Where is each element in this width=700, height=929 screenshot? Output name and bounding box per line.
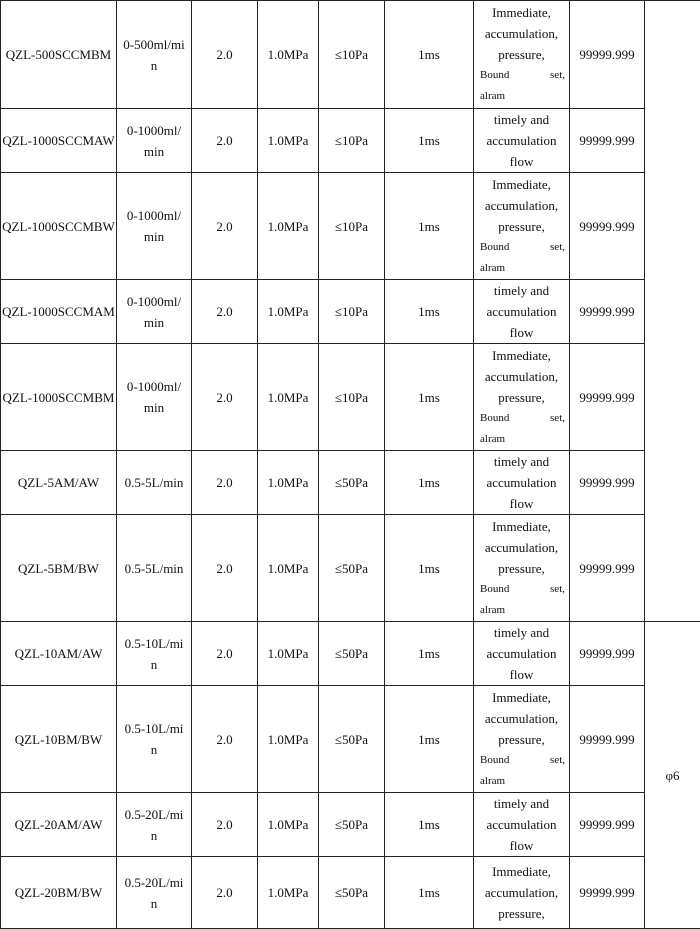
response-time-cell: 1ms <box>385 515 474 622</box>
pressure-cell: 1.0MPa <box>258 793 319 857</box>
range-cell <box>117 109 192 173</box>
response-time-cell: 1ms <box>385 793 474 857</box>
function-line: Bound set, <box>474 408 569 429</box>
total-cell: 99999.999 <box>570 173 645 280</box>
function-line: accumulation <box>474 130 569 151</box>
total-cell: 99999.999 <box>570 857 645 929</box>
range-line: n <box>117 825 191 846</box>
function-line: pressure, <box>474 729 569 750</box>
model-cell: QZL-1000SCCMBM <box>1 344 117 451</box>
pressure-cell: 1.0MPa <box>258 344 319 451</box>
pressure-cell: 1.0MPa <box>258 515 319 622</box>
model-cell: QZL-5AM/AW <box>1 451 117 515</box>
range-line: 0.5-10L/mi <box>117 633 191 654</box>
pressure-loss-cell: ≤50Pa <box>319 857 385 929</box>
range-line: 0-1000ml/ <box>117 376 191 397</box>
pressure-cell: 1.0MPa <box>258 857 319 929</box>
response-time-cell: 1ms <box>385 109 474 173</box>
function-line: pressure, <box>474 903 569 924</box>
pressure-cell: 1.0MPa <box>258 109 319 173</box>
response-time-cell: 1ms <box>385 451 474 515</box>
total-cell: 99999.999 <box>570 686 645 793</box>
pressure-loss-cell: ≤10Pa <box>319 173 385 280</box>
function-line: flow <box>474 835 569 856</box>
function-cell <box>474 515 570 622</box>
response-time-cell: 1ms <box>385 1 474 109</box>
response-time-cell: 1ms <box>385 622 474 686</box>
range-line: min <box>117 141 191 162</box>
function-cell <box>474 622 570 686</box>
pressure-cell: 1.0MPa <box>258 280 319 344</box>
total-cell: 99999.999 <box>570 1 645 109</box>
accuracy-cell: 2.0 <box>192 622 258 686</box>
function-line: timely and <box>474 109 569 130</box>
table-row <box>1 344 700 451</box>
model-cell: QZL-500SCCMBM <box>1 1 117 109</box>
function-line: accumulation, <box>474 366 569 387</box>
function-line: flow <box>474 493 569 514</box>
accuracy-cell: 2.0 <box>192 344 258 451</box>
interface-cell-blank <box>645 1 700 622</box>
range-line: 0-1000ml/ <box>117 120 191 141</box>
range-line: 0-1000ml/ <box>117 205 191 226</box>
range-line: 0.5-5L/min <box>117 558 191 579</box>
accuracy-cell: 2.0 <box>192 857 258 929</box>
table-row <box>1 515 700 622</box>
range-line: 0.5-20L/mi <box>117 872 191 893</box>
function-cell <box>474 451 570 515</box>
range-line: 0.5-20L/mi <box>117 804 191 825</box>
accuracy-cell: 2.0 <box>192 280 258 344</box>
function-line: accumulation, <box>474 882 569 903</box>
accuracy-cell: 2.0 <box>192 793 258 857</box>
model-cell: QZL-1000SCCMAM <box>1 280 117 344</box>
function-line: Immediate, <box>474 516 569 537</box>
function-cell <box>474 857 570 929</box>
function-line: alram <box>474 429 569 450</box>
response-time-cell: 1ms <box>385 280 474 344</box>
total-cell: 99999.999 <box>570 622 645 686</box>
range-line: min <box>117 226 191 247</box>
table-row <box>1 686 700 793</box>
total-cell: 99999.999 <box>570 451 645 515</box>
function-line: flow <box>474 664 569 685</box>
function-line: Bound set, <box>474 237 569 258</box>
function-line: pressure, <box>474 558 569 579</box>
range-line: n <box>117 739 191 760</box>
table-row <box>1 451 700 515</box>
model-cell: QZL-10BM/BW <box>1 686 117 793</box>
total-cell: 99999.999 <box>570 109 645 173</box>
function-line: Immediate, <box>474 345 569 366</box>
function-line: timely and <box>474 451 569 472</box>
range-line: 0.5-5L/min <box>117 472 191 493</box>
function-line: alram <box>474 771 569 792</box>
pressure-loss-cell: ≤50Pa <box>319 515 385 622</box>
accuracy-cell: 2.0 <box>192 451 258 515</box>
model-cell: QZL-5BM/BW <box>1 515 117 622</box>
function-line: alram <box>474 258 569 279</box>
total-cell: 99999.999 <box>570 280 645 344</box>
function-line: Immediate, <box>474 2 569 23</box>
function-cell <box>474 344 570 451</box>
function-line: Immediate, <box>474 174 569 195</box>
spec-table-body <box>1 1 700 929</box>
range-line: min <box>117 397 191 418</box>
function-line: accumulation <box>474 643 569 664</box>
range-cell <box>117 793 192 857</box>
function-cell <box>474 793 570 857</box>
pressure-loss-cell: ≤10Pa <box>319 109 385 173</box>
function-line: accumulation, <box>474 23 569 44</box>
function-line: timely and <box>474 280 569 301</box>
range-cell <box>117 515 192 622</box>
function-line: Bound set, <box>474 65 569 86</box>
pressure-loss-cell: ≤50Pa <box>319 622 385 686</box>
function-line: Immediate, <box>474 687 569 708</box>
model-cell: QZL-10AM/AW <box>1 622 117 686</box>
table-row <box>1 1 700 109</box>
function-line: accumulation, <box>474 195 569 216</box>
response-time-cell: 1ms <box>385 173 474 280</box>
range-cell <box>117 451 192 515</box>
function-line: pressure, <box>474 387 569 408</box>
function-line: alram <box>474 86 569 107</box>
function-line: Bound set, <box>474 579 569 600</box>
function-line: flow <box>474 151 569 172</box>
function-cell <box>474 1 570 109</box>
pressure-loss-cell: ≤10Pa <box>319 1 385 109</box>
accuracy-cell: 2.0 <box>192 515 258 622</box>
function-cell <box>474 280 570 344</box>
function-line: pressure, <box>474 44 569 65</box>
range-cell <box>117 344 192 451</box>
function-cell <box>474 173 570 280</box>
model-cell: QZL-1000SCCMAW <box>1 109 117 173</box>
function-line: flow <box>474 322 569 343</box>
range-line: 0.5-10L/mi <box>117 718 191 739</box>
pressure-loss-cell: ≤10Pa <box>319 280 385 344</box>
range-line: n <box>117 55 191 76</box>
accuracy-cell: 2.0 <box>192 686 258 793</box>
pressure-cell: 1.0MPa <box>258 173 319 280</box>
table-row <box>1 793 700 857</box>
function-line: timely and <box>474 622 569 643</box>
model-cell: QZL-20AM/AW <box>1 793 117 857</box>
total-cell: 99999.999 <box>570 793 645 857</box>
range-cell <box>117 857 192 929</box>
model-cell: QZL-20BM/BW <box>1 857 117 929</box>
range-cell <box>117 686 192 793</box>
accuracy-cell: 2.0 <box>192 1 258 109</box>
pressure-cell: 1.0MPa <box>258 622 319 686</box>
table-row <box>1 622 700 686</box>
function-cell <box>474 109 570 173</box>
table-row <box>1 280 700 344</box>
table-row <box>1 109 700 173</box>
pressure-loss-cell: ≤10Pa <box>319 344 385 451</box>
table-row <box>1 173 700 280</box>
response-time-cell: 1ms <box>385 344 474 451</box>
function-line: alram <box>474 600 569 621</box>
function-line: Immediate, <box>474 861 569 882</box>
pressure-cell: 1.0MPa <box>258 451 319 515</box>
function-line: Bound set, <box>474 750 569 771</box>
interface-cell: φ6 <box>645 622 700 929</box>
range-line: n <box>117 893 191 914</box>
total-cell: 99999.999 <box>570 515 645 622</box>
range-cell <box>117 280 192 344</box>
pressure-loss-cell: ≤50Pa <box>319 686 385 793</box>
accuracy-cell: 2.0 <box>192 173 258 280</box>
pressure-loss-cell: ≤50Pa <box>319 451 385 515</box>
function-line: accumulation <box>474 301 569 322</box>
pressure-cell: 1.0MPa <box>258 686 319 793</box>
range-cell <box>117 173 192 280</box>
response-time-cell: 1ms <box>385 857 474 929</box>
function-line: timely and <box>474 793 569 814</box>
range-line: 0-1000ml/ <box>117 291 191 312</box>
accuracy-cell: 2.0 <box>192 109 258 173</box>
range-line: 0-500ml/mi <box>117 34 191 55</box>
pressure-cell: 1.0MPa <box>258 1 319 109</box>
function-line: accumulation <box>474 472 569 493</box>
pressure-loss-cell: ≤50Pa <box>319 793 385 857</box>
table-row <box>1 857 700 929</box>
range-cell <box>117 1 192 109</box>
function-line: accumulation, <box>474 708 569 729</box>
total-cell: 99999.999 <box>570 344 645 451</box>
function-cell <box>474 686 570 793</box>
function-line: accumulation <box>474 814 569 835</box>
model-cell: QZL-1000SCCMBW <box>1 173 117 280</box>
range-line: min <box>117 312 191 333</box>
range-line: n <box>117 654 191 675</box>
function-line: accumulation, <box>474 537 569 558</box>
range-cell <box>117 622 192 686</box>
response-time-cell: 1ms <box>385 686 474 793</box>
function-line: pressure, <box>474 216 569 237</box>
